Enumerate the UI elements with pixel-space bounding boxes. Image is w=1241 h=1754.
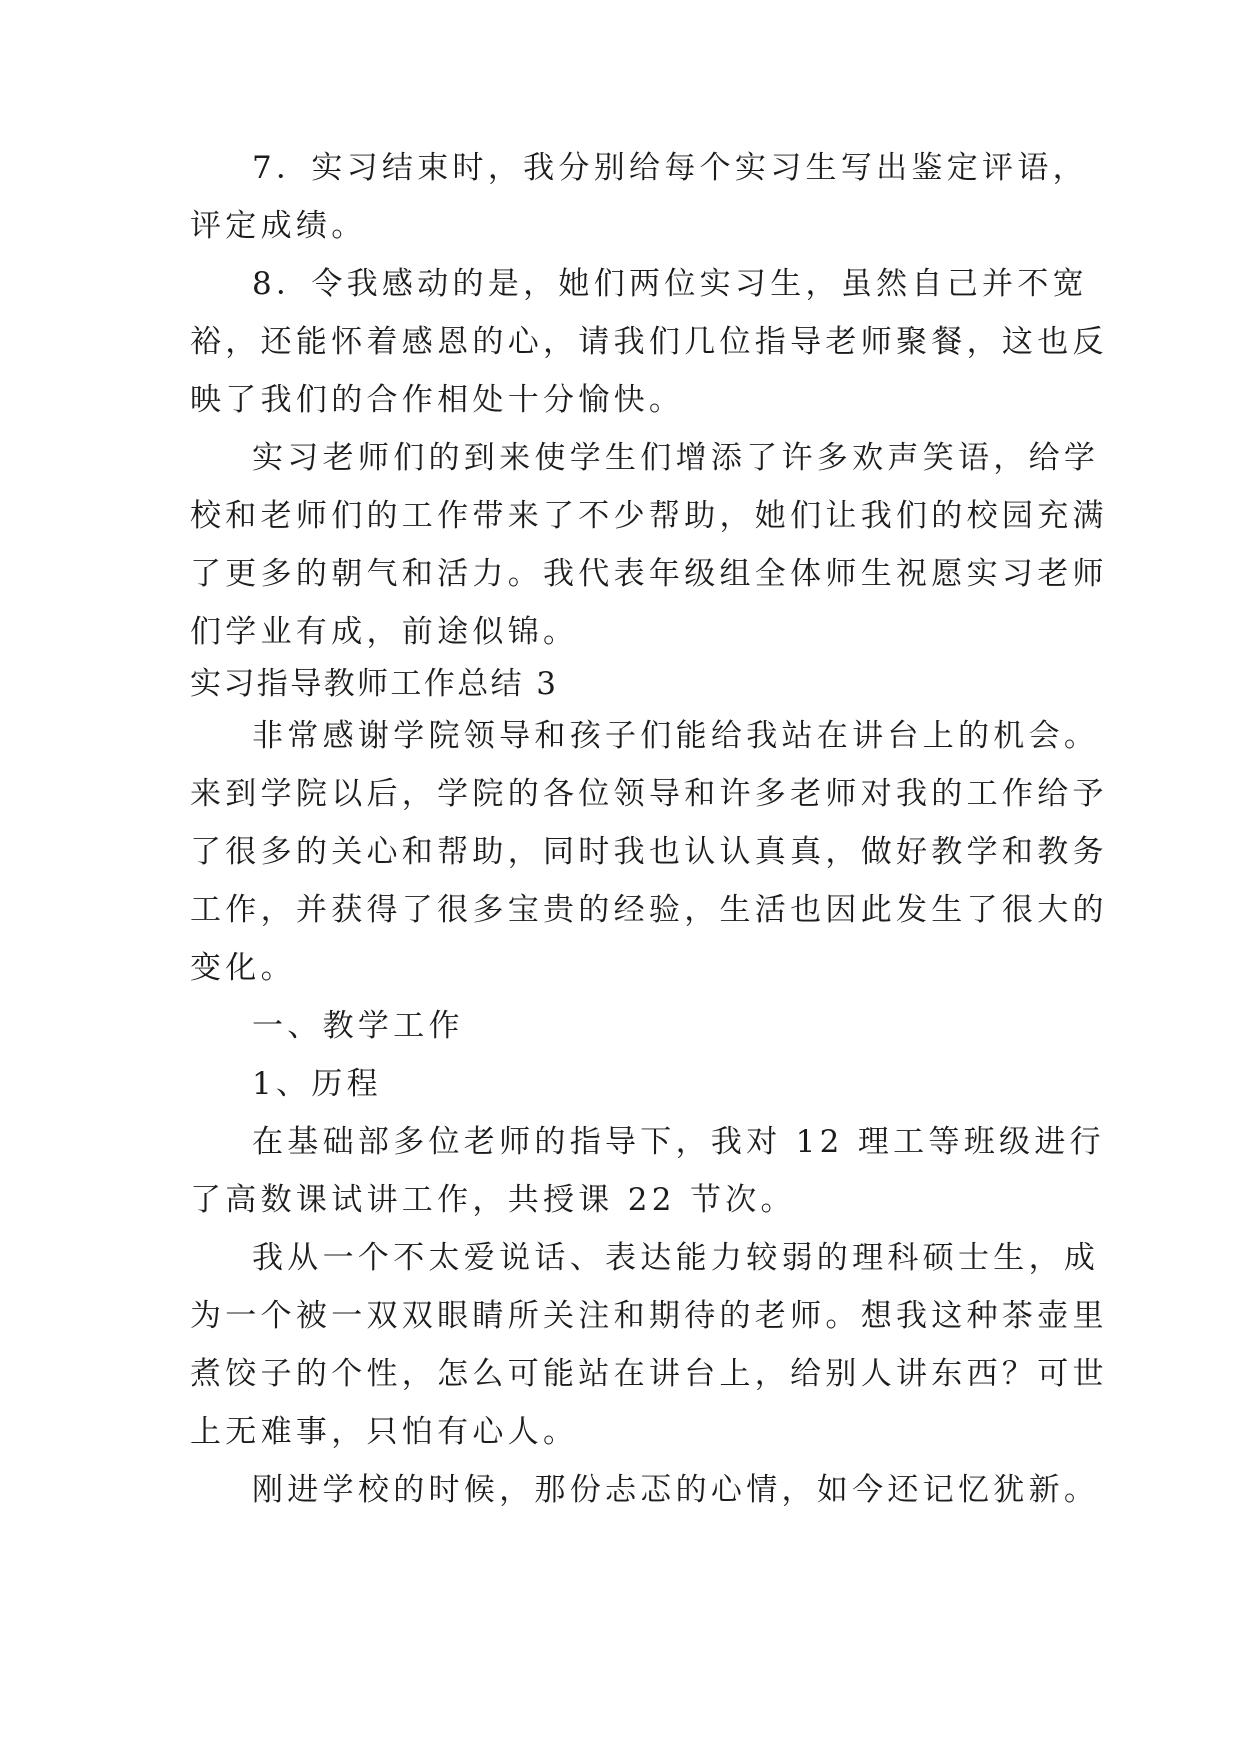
text-line: 8．令我感动的是，她们两位实习生，虽然自己并不宽	[252, 266, 1088, 302]
text-line: 刚进学校的时候，那份忐忑的心情，如今还记忆犹新。	[252, 1472, 1100, 1508]
text-line: 实习老师们的到来使学生们增添了许多欢声笑语，给学	[252, 440, 1100, 476]
text-line: 映了我们的合作相处十分愉快。	[190, 382, 685, 418]
text-line: 校和老师们的工作带来了不少帮助，她们让我们的校园充满	[190, 498, 1108, 534]
text-line: 了更多的朝气和活力。我代表年级组全体师生祝愿实习老师	[190, 556, 1108, 592]
text-line: 上无难事，只怕有心人。	[190, 1414, 579, 1450]
text-line: 为一个被一双双眼睛所关注和期待的老师。想我这种茶壶里	[190, 1298, 1108, 1334]
text-line: 非常感谢学院领导和孩子们能给我站在讲台上的机会。	[252, 718, 1100, 754]
section-heading: 实习指导教师工作总结 3	[190, 666, 559, 702]
text-line: 变化。	[190, 950, 296, 986]
text-line: 煮饺子的个性，怎么可能站在讲台上，给别人讲东西？可世	[190, 1356, 1108, 1392]
text-line: 了高数课试讲工作，共授课 22 节次。	[190, 1182, 796, 1218]
text-line: 来到学院以后，学院的各位领导和许多老师对我的工作给予	[190, 776, 1108, 812]
text-line: 评定成绩。	[190, 208, 367, 244]
text-line: 在基础部多位老师的指导下，我对 12 理工等班级进行	[252, 1124, 1105, 1160]
subheading: 1、历程	[252, 1066, 382, 1102]
subheading: 一、教学工作	[252, 1008, 464, 1044]
text-line: 了很多的关心和帮助，同时我也认认真真，做好教学和教务	[190, 834, 1108, 870]
text-line: 裕，还能怀着感恩的心，请我们几位指导老师聚餐，这也反	[190, 324, 1108, 360]
text-line: 们学业有成，前途似锦。	[190, 614, 579, 650]
text-line: 7．实习结束时，我分别给每个实习生写出鉴定评语，	[252, 150, 1088, 186]
text-line: 工作，并获得了很多宝贵的经验，生活也因此发生了很大的	[190, 892, 1108, 928]
text-line: 我从一个不太爱说话、表达能力较弱的理科硕士生，成	[252, 1240, 1100, 1276]
